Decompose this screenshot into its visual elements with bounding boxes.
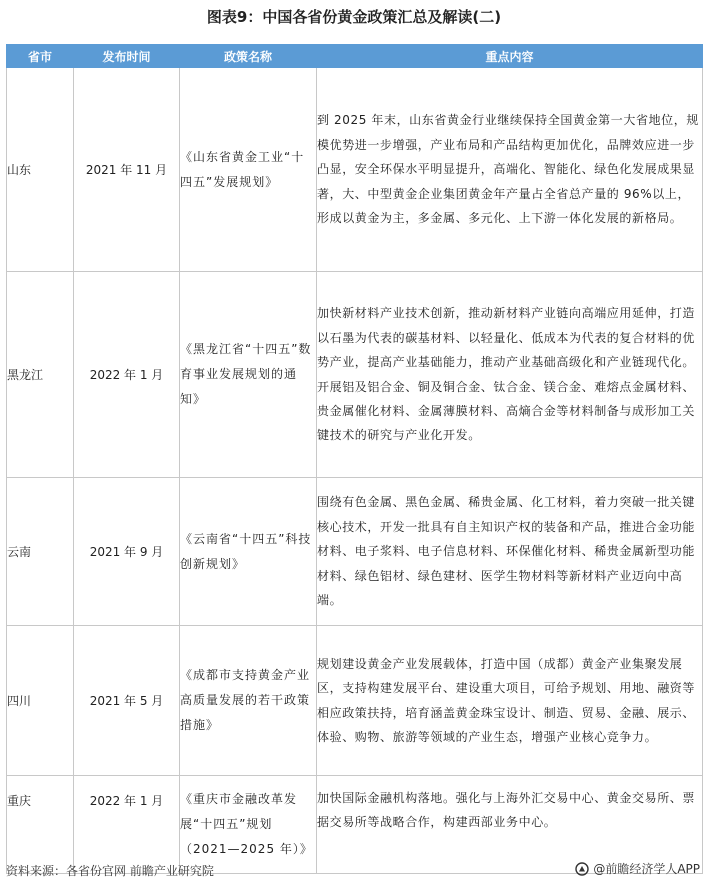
policy-name-cell: 《黑龙江省“十四五”数育事业发展规划的通知》 — [180, 272, 317, 478]
header-policy-name: 政策名称 — [180, 45, 317, 68]
key-content-cell: 规划建设黄金产业发展载体，打造中国（成都）黄金产业集聚发展区，支持构建发展平台、建设重大项目，可给予规划、用地、融资等相应政策扶持，培育涵盖黄金珠宝设计、制造、贸易、金融、展示、体验、购物、旅游等领域的产业生态，增强产业核心竞争力。 — [317, 626, 703, 776]
province-cell: 云南 — [7, 478, 74, 626]
key-content-cell: 围绕有色金属、黑色金属、稀贵金属、化工材料，着力突破一批关键核心技术，开发一批具有自主知识产权的装备和产品，推进合金功能材料、电子浆料、电子信息材料、环保催化材料、稀贵金属新型功能材料、绿色铝材、绿色建材、医学生物材料等新材料产业迈向中高端。 — [317, 478, 703, 626]
table-row — [7, 272, 703, 478]
chart-title: 图表9：中国各省份黄金政策汇总及解读(二) — [206, 8, 502, 26]
policy-name-cell: 《山东省黄金工业“十四五”发展规划》 — [180, 68, 317, 272]
province-cell: 山东 — [7, 68, 74, 272]
province-cell: 黑龙江 — [7, 272, 74, 478]
table-row — [7, 776, 703, 874]
policy-table — [6, 44, 703, 874]
table-row — [7, 626, 703, 776]
province-cell: 重庆 — [7, 776, 74, 874]
policy-name-cell: 《云南省“十四五”科技创新规划》 — [180, 478, 317, 626]
qianzhan-logo-icon — [575, 862, 589, 876]
policy-name-cell: 《重庆市金融改革发展“十四五”规划（2021—2025 年）》 — [180, 776, 317, 874]
table-row — [7, 68, 703, 272]
province-cell: 四川 — [7, 626, 74, 776]
date-cell: 2022 年 1 月 — [74, 776, 180, 874]
date-cell: 2021 年 5 月 — [74, 626, 180, 776]
date-cell: 2021 年 9 月 — [74, 478, 180, 626]
key-content-cell: 加快新材料产业技术创新，推动新材料产业链向高端应用延伸，打造以石墨为代表的碳基材料、以轻量化、低成本为代表的复合材料的优势产业，提高产业基础能力，推动产业基础高级化和产业链现代化。开展铝及铝合金、铜及铜合金、钛合金、镁合金、难熔点金属材料、贵金属催化材料、金属薄膜材料、高熵合金等材料制备与成形加工关键技术的研究与产业化开发。 — [317, 272, 703, 478]
date-cell: 2022 年 1 月 — [74, 272, 180, 478]
date-cell: 2021 年 11 月 — [74, 68, 180, 272]
table-row — [7, 478, 703, 626]
source-note: 资料来源：各省份官网 前瞻产业研究院 — [6, 864, 214, 878]
brand-text: @前瞻经济学人APP — [593, 862, 700, 876]
policy-name-cell: 《成都市支持黄金产业高质量发展的若干政策措施》 — [180, 626, 317, 776]
header-date: 发布时间 — [74, 45, 180, 68]
key-content-cell: 到 2025 年末，山东省黄金行业继续保持全国黄金第一大省地位，规模优势进一步增强，产业布局和产品结构更加优化，品牌效应进一步凸显，安全环保水平明显提升，高端化、智能化、绿色化发展成果显著，大、中型黄金企业集团黄金年产量占全省总产量的 96%以上，形成以黄金为主，多金属、多元化、上下游一体化发展的新格局。 — [317, 68, 703, 272]
key-content-cell: 加快国际金融机构落地。强化与上海外汇交易中心、黄金交易所、票据交易所等战略合作，构建西部业务中心。 — [317, 776, 703, 874]
header-key-content: 重点内容 — [317, 45, 703, 68]
header-province: 省市 — [7, 45, 74, 68]
brand-credit — [575, 860, 700, 877]
table-header-row — [7, 45, 703, 68]
